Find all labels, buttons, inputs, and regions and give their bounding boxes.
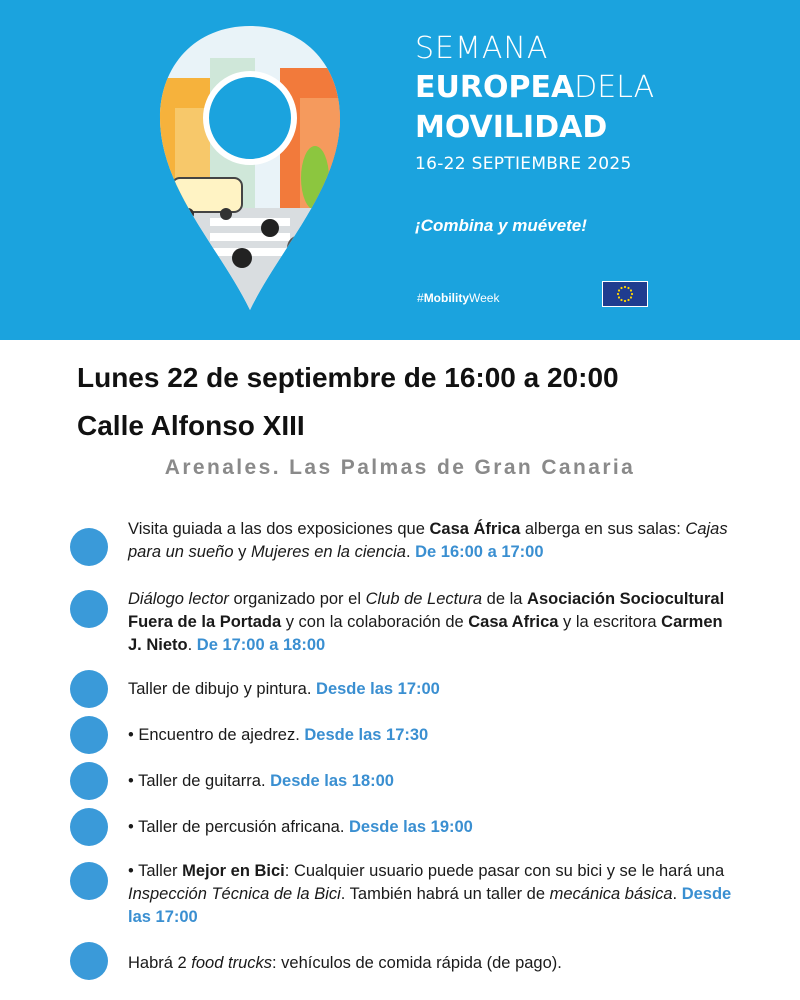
event-street-heading: Calle Alfonso XIII [77, 410, 305, 441]
item-time: Desde las 19:00 [349, 818, 473, 836]
item-text: Habrá 2 food trucks: vehículos de comida rápida (de pago). [128, 954, 562, 972]
bullet-dot [70, 670, 108, 708]
bullet-dot [70, 590, 108, 628]
item-text: Taller de dibujo y pintura. Desde las 17:00 [128, 680, 440, 698]
event-date-heading: Lunes 22 de septiembre de 16:00 a 20:00 [77, 362, 619, 393]
item-time: Desde las 17:00 [128, 885, 732, 926]
hashtag [417, 291, 499, 305]
hashtag-bold: Mobility [423, 291, 470, 305]
item-text: • Taller de percusión africana. Desde las 19:00 [128, 818, 473, 836]
item-text: Visita guiada a las dos exposiciones que Casa África alberga en sus salas: Cajas para un sueño y Mujeres en la ciencia. De 16:00 a 17:00 [128, 520, 728, 561]
item-text: Diálogo lector organizado por el Club de Lectura de la Asociación Sociocultural Fuera de la Portada y con la colaboración de Casa Africa y la escritora Carmen J. Nieto. De 17:00 a 18:00 [128, 590, 725, 654]
item-time: De 16:00 a 17:00 [415, 543, 544, 561]
title-line-2-bold: EUROPEA [415, 70, 575, 105]
item-time: De 17:00 a 18:00 [196, 636, 326, 654]
slogan: ¡Combina y muévete! [415, 216, 587, 235]
item-text: • Encuentro de ajedrez. Desde las 17:30 [128, 726, 429, 744]
item-text: • Taller Mejor en Bici: Cualquier usuario puede pasar con su bici y se le hará una Inspección Técnica de la Bici. También habrá un taller de mecánica básica. Desde las 17:00 [128, 862, 732, 926]
item-time: Desde las 17:30 [304, 726, 429, 744]
mobility-pin-illustration [150, 18, 350, 318]
hashtag-rest: Week [469, 291, 500, 305]
title-line-2-light: DELA [574, 70, 655, 105]
header-banner [0, 0, 800, 340]
item-text: • Taller de guitarra. Desde las 18:00 [128, 772, 394, 790]
bullet-dot [70, 762, 108, 800]
title-line-1: SEMANA [415, 31, 549, 66]
bullet-dot [70, 942, 108, 980]
item-time: Desde las 18:00 [270, 772, 394, 790]
bullet-dot [70, 862, 108, 900]
event-content [0, 340, 800, 1000]
hashtag-prefix: # [417, 291, 424, 305]
bullet-dot [70, 808, 108, 846]
title-line-2 [415, 68, 654, 108]
eu-flag-icon [602, 281, 648, 307]
item-time: Desde las 17:00 [316, 680, 440, 698]
campaign-dates: 16-22 SEPTIEMBRE 2025 [415, 154, 632, 174]
title-line-3: MOVILIDAD [415, 110, 608, 145]
bullet-dot [70, 716, 108, 754]
campaign-title [415, 30, 654, 174]
event-location: Arenales. Las Palmas de Gran Canaria [164, 456, 636, 479]
bullet-dot [70, 528, 108, 566]
